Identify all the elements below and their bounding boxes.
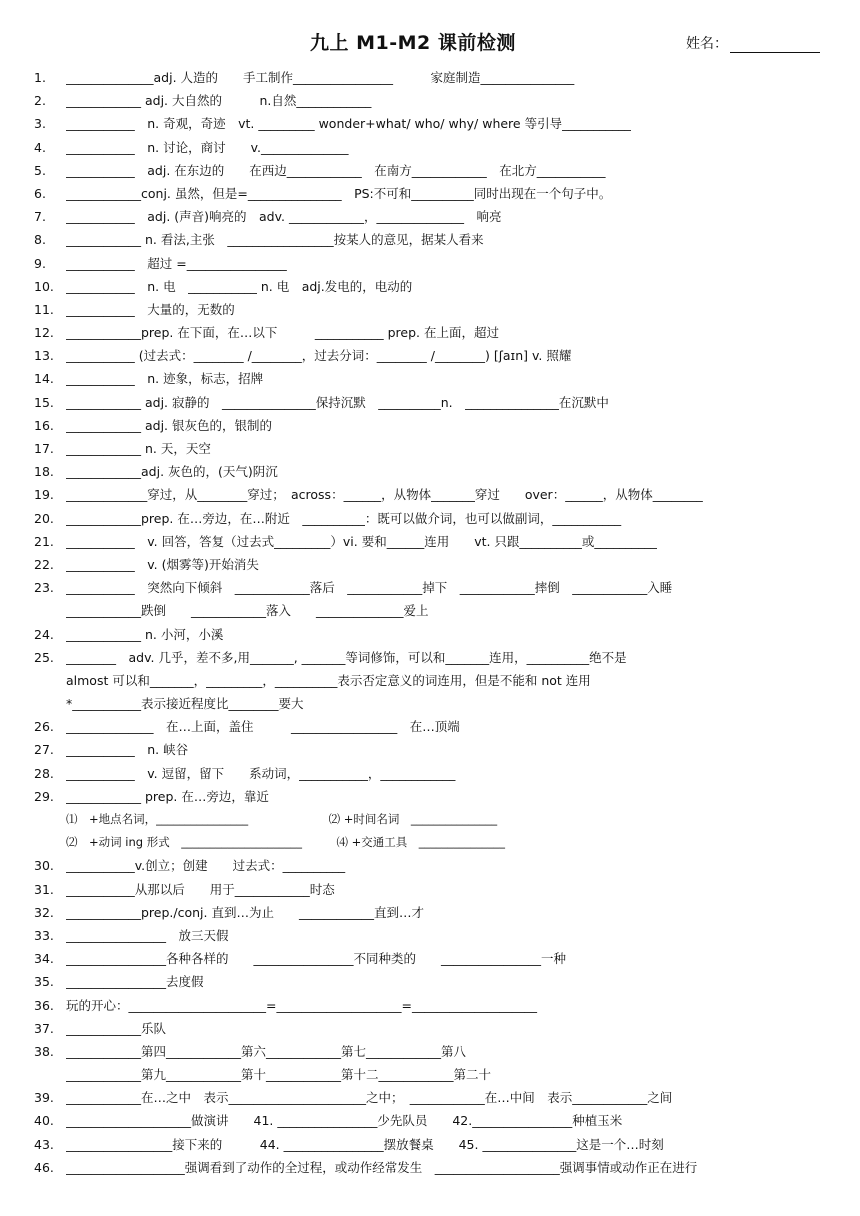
question-number: 15. — [34, 394, 54, 410]
question-number: 39. — [34, 1090, 54, 1106]
question-number: 43. — [34, 1136, 54, 1152]
question-text: ____________ n. 天，天空 — [66, 441, 211, 456]
question-number: 29. — [34, 788, 54, 804]
question-text: ____________第四____________第六____________第七____________第八 — [66, 1043, 467, 1059]
question-row — [34, 947, 834, 970]
question-text: ___________ v. (烟雾等)开始消失 — [66, 556, 259, 572]
question-row — [34, 878, 834, 901]
question-row — [34, 1109, 834, 1132]
question-row — [34, 599, 834, 622]
question-text: 玩的开心：______________________=____________________=____________________ — [66, 997, 537, 1013]
question-text: ________________去度假 — [66, 974, 204, 990]
question-text: ____________ n. 小河，小溪 — [66, 626, 224, 642]
page-title: 九上 M1-M2 课前检测 — [310, 32, 516, 54]
question-number: 28. — [34, 765, 54, 781]
question-text: ____________跌倒 ____________落入 ______________爱上 — [66, 603, 429, 619]
question-row — [34, 414, 834, 437]
question-row — [34, 460, 834, 483]
question-row — [34, 182, 834, 205]
question-text: ________________各种各样的 ________________不同种类的 ________________一种 — [66, 951, 567, 967]
question-text: ___________ v. 逗留，留下 系动词，___________，____________ — [66, 765, 456, 781]
question-number: 20. — [34, 510, 54, 526]
question-number: 38. — [34, 1043, 54, 1059]
question-text: ____________第九____________第十____________第十二____________第二十 — [66, 1067, 492, 1083]
question-text: ____________ n. 看法,主张 _________________按某人的意见，据某人看来 — [66, 232, 484, 248]
question-number: 21. — [34, 533, 54, 549]
question-text: ____________________做演讲 41. ________________少先队员 42.________________种植玉米 — [66, 1113, 623, 1129]
question-text: ___________ n. 电 ___________ n. 电 adj.发电的，电动的 — [66, 278, 413, 294]
question-row — [34, 344, 834, 367]
question-row — [34, 66, 834, 89]
question-text: ____________prep. 在下面，在…以下 ___________ prep. 在上面，超过 — [66, 325, 499, 341]
question-row — [34, 1156, 834, 1179]
question-row — [34, 252, 834, 275]
question-text: ____________乐队 — [66, 1020, 167, 1036]
question-number: 2. — [34, 93, 46, 109]
question-text: ______________adj. 人造的 手工制作________________ 家庭制造_______________ — [66, 70, 575, 85]
question-row — [34, 275, 834, 298]
question-row — [34, 530, 834, 553]
question-row — [34, 669, 834, 692]
question-row — [34, 367, 834, 390]
question-row — [34, 112, 834, 135]
question-text: ____________adj. 灰色的，(天气)阴沉 — [66, 464, 278, 480]
question-number: 8. — [34, 232, 46, 248]
question-text: ____________prep. 在…旁边，在…附近 __________：既可以做介词，也可以做副词，___________ — [66, 510, 622, 526]
question-number: 3. — [34, 116, 46, 132]
question-row — [34, 762, 834, 785]
question-number: 1. — [34, 70, 46, 85]
question-row — [34, 831, 834, 854]
question-row — [34, 159, 834, 182]
question-number: 22. — [34, 556, 54, 572]
question-text: ___________ n. 迹象，标志，招牌 — [66, 371, 264, 387]
question-text: ___________ 突然向下倾斜 ____________落后 ____________掉下 ____________摔倒 ____________入睡 — [66, 580, 673, 596]
question-number: 33. — [34, 927, 54, 943]
question-row — [34, 738, 834, 761]
question-text: ___________ 超过 =________________ — [66, 255, 287, 271]
question-number: 11. — [34, 301, 54, 317]
question-row — [34, 507, 834, 530]
question-row — [34, 970, 834, 993]
question-row — [34, 1133, 834, 1156]
question-text: ____________ adj. 大自然的 n.自然____________ — [66, 93, 372, 109]
question-row — [34, 692, 834, 715]
question-number: 7. — [34, 209, 46, 225]
question-text: ______________ 在…上面，盖住 _________________ 在…顶端 — [66, 719, 460, 735]
question-row — [34, 785, 834, 808]
question-text: ____________conj. 虽然，但是=_______________ PS:不可和__________同时出现在一个句子中。 — [66, 185, 612, 201]
question-text: *___________表示接近程度比________要大 — [66, 696, 304, 712]
question-number: 19. — [34, 487, 54, 503]
question-text: ⑴ +地点名词，________________ ⑵ +时间名词 _______________ — [66, 812, 498, 826]
question-number: 31. — [34, 881, 54, 897]
question-row — [34, 1086, 834, 1109]
question-number: 10. — [34, 278, 54, 294]
question-number: 14. — [34, 371, 54, 387]
question-row — [34, 646, 834, 669]
question-list — [34, 66, 834, 1179]
question-row — [34, 1017, 834, 1040]
question-row — [34, 89, 834, 112]
question-row — [34, 136, 834, 159]
question-text: ___________ adj. (声音)响亮的 adv. ____________，______________ 响亮 — [66, 209, 502, 225]
question-row — [34, 808, 834, 831]
question-number: 40. — [34, 1113, 54, 1129]
question-number: 32. — [34, 904, 54, 920]
question-text: ________ adv. 几乎，差不多,用_______, _______等词修饰，可以和_______连用，__________绝不是 — [66, 649, 627, 665]
question-text: ___________ (过去式：________ /________，过去分词：________ /________) [ʃaɪn] v. 照耀 — [66, 348, 572, 364]
question-number: 6. — [34, 185, 46, 201]
question-text: _____________穿过，从________穿过； across：______，从物体_______穿过 over：______，从物体________ — [66, 487, 703, 503]
question-text: ___________从那以后 用于____________时态 — [66, 881, 335, 897]
name-blank[interactable] — [730, 38, 820, 53]
question-row — [34, 924, 834, 947]
question-number: 34. — [34, 951, 54, 967]
question-text: ____________prep./conj. 直到…为止 ____________直到…才 — [66, 904, 424, 920]
question-row — [34, 553, 834, 576]
question-text: ___________ adj. 在东边的 在西边____________ 在南方____________ 在北方___________ — [66, 162, 606, 178]
question-number: 27. — [34, 742, 54, 758]
question-row — [34, 298, 834, 321]
question-row — [34, 1063, 834, 1086]
question-number: 46. — [34, 1159, 54, 1175]
question-number: 17. — [34, 441, 54, 456]
question-row — [34, 437, 834, 460]
name-field — [686, 33, 820, 53]
question-number: 25. — [34, 649, 54, 665]
question-text: ___________ n. 奇观，奇迹 vt. _________ wonder+what/ who/ why/ where 等引导___________ — [66, 116, 631, 132]
question-text: almost 可以和_______，_________，__________表示否定意义的词连用，但是不能和 not 连用 — [66, 672, 591, 688]
question-number: 18. — [34, 464, 54, 480]
question-number: 37. — [34, 1020, 54, 1036]
question-row — [34, 391, 834, 414]
question-row — [34, 994, 834, 1017]
question-text: ____________ adj. 银灰色的，银制的 — [66, 417, 272, 433]
question-row — [34, 715, 834, 738]
question-row — [34, 623, 834, 646]
question-text: ________________ 放三天假 — [66, 927, 229, 943]
question-text: _________________接下来的 44. ________________摆放餐桌 45. _______________这是一个…时刻 — [66, 1136, 664, 1152]
question-text: ____________ prep. 在…旁边，靠近 — [66, 788, 269, 804]
question-text: ____________在…之中 表示______________________之中； ____________在…中间 表示____________之间 — [66, 1090, 673, 1106]
question-text: ⑵ +动词 ing 形式 _____________________ ⑷ +交通工具 _______________ — [66, 835, 506, 850]
question-number: 5. — [34, 162, 46, 178]
question-number: 9. — [34, 255, 46, 271]
question-number: 12. — [34, 325, 54, 341]
question-number: 24. — [34, 626, 54, 642]
question-row — [34, 205, 834, 228]
question-text: ___________v.创立；创建 过去式：__________ — [66, 858, 346, 874]
question-row — [34, 228, 834, 251]
question-text: ____________ adj. 寂静的 _______________保持沉默 __________n. _______________在沉默中 — [66, 394, 609, 410]
question-row — [34, 901, 834, 924]
name-label: 姓名： — [686, 36, 728, 52]
question-number: 30. — [34, 858, 54, 874]
question-text: ___________________强调看到了动作的全过程，或动作经常发生 ____________________强调事情或动作正在进行 — [66, 1159, 698, 1175]
question-row — [34, 321, 834, 344]
question-text: ___________ v. 回答，答复（过去式_________）vi. 要和______连用 vt. 只跟__________或__________ — [66, 533, 657, 549]
question-number: 23. — [34, 580, 54, 596]
question-number: 26. — [34, 719, 54, 735]
question-row — [34, 1040, 834, 1063]
question-text: ___________ n. 峡谷 — [66, 742, 189, 758]
question-text: ___________ 大量的，无数的 — [66, 301, 235, 317]
question-number: 16. — [34, 417, 54, 433]
question-row — [34, 576, 834, 599]
question-number: 4. — [34, 139, 46, 155]
question-number: 13. — [34, 348, 54, 364]
question-row — [34, 854, 834, 877]
question-number: 36. — [34, 997, 54, 1013]
question-number: 35. — [34, 974, 54, 990]
question-text: ___________ n. 讨论，商讨 v.______________ — [66, 139, 349, 155]
question-row — [34, 483, 834, 506]
